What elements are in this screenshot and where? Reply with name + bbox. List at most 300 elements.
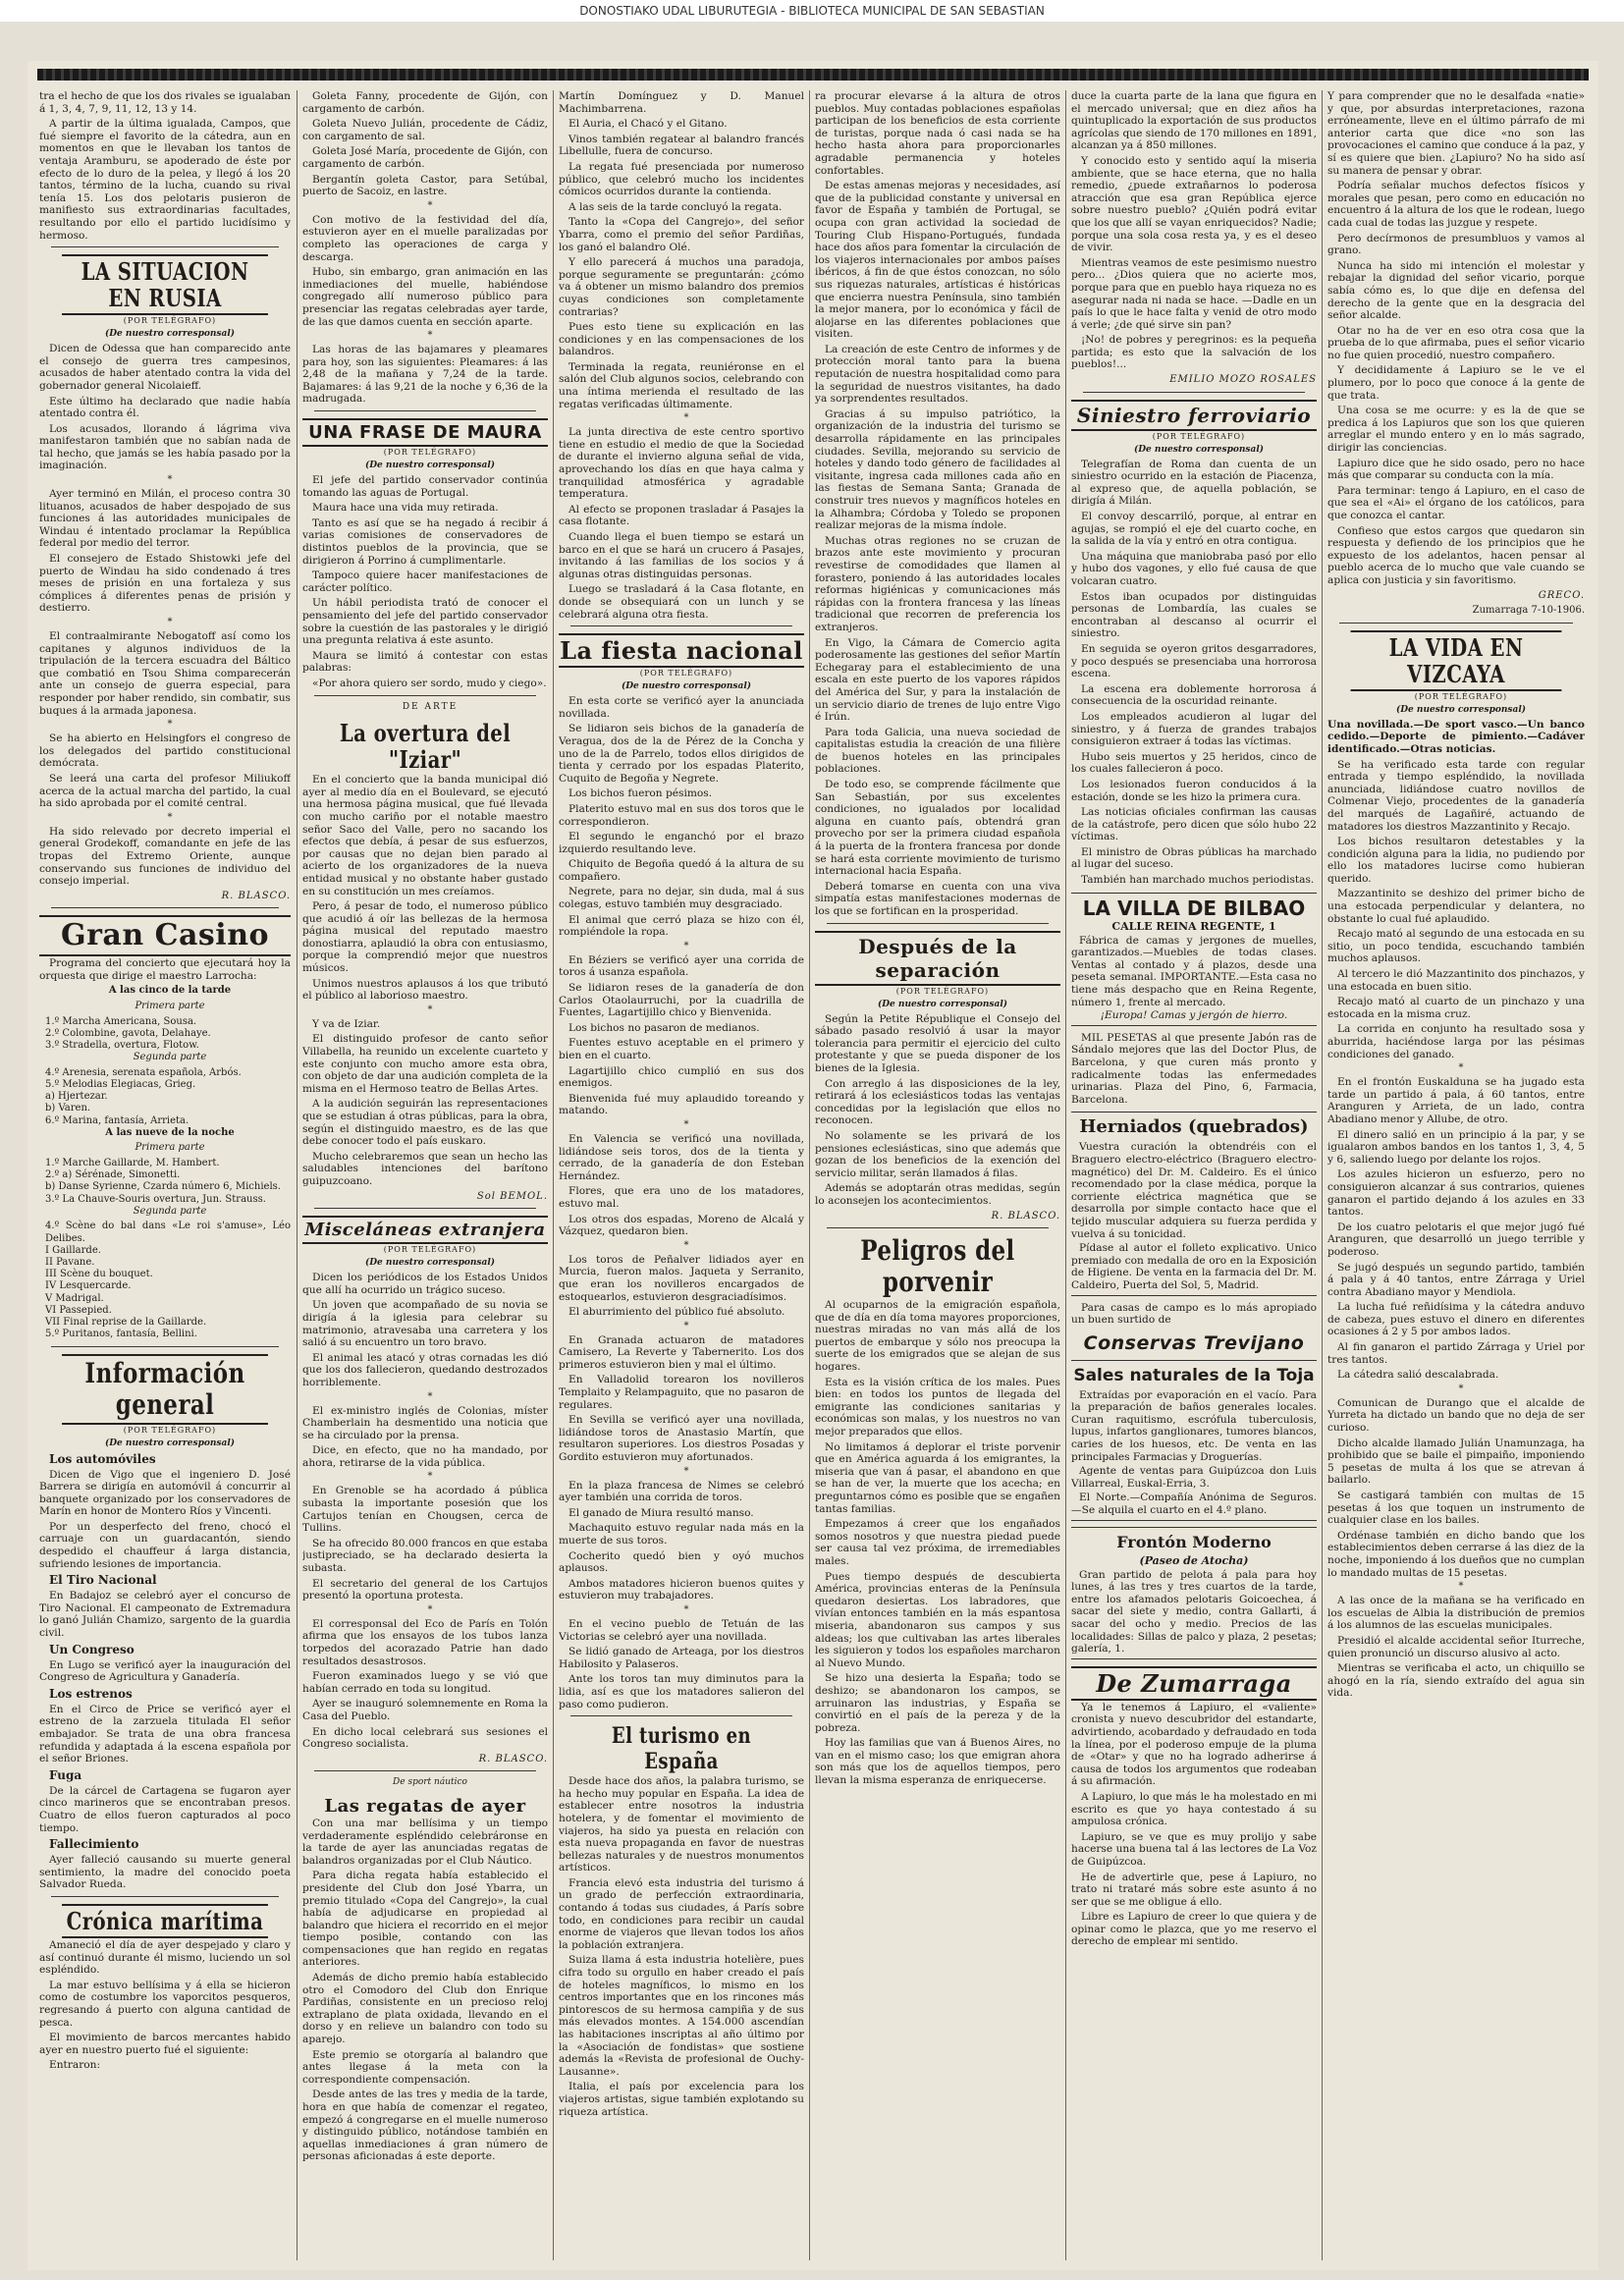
article-text: Para dicha regata había establecido el presidente del Club don José Ybarra, un premio titulado «Copa del Cangrejo», la cual había de adjudicarse en propiedad al balandro que hiciera el recorrido en el mejor tiempo posible, contando con las compensaciones que han regido en regatas anteriores. [302, 1870, 548, 1969]
correspondent-tag: (De nuestro corresponsal) [877, 999, 1007, 1009]
article-text: Se lidiaron reses de la ganadería de don Carlos Otaolaurruchi, por la cuadrilla de Fuentes, Lagartijillo chico y Bienvenida. [559, 982, 804, 1019]
article-text: Ordénase también en dicho bando que los establecimientos deben cerrarse á las diez de la noche, imponiendo á los dueños que no cumplan lo mandado multas de 15 pesetas. [1327, 1529, 1585, 1579]
article-text: tra el hecho de que los dos rivales se igualaban á 1, 3, 4, 7, 9, 11, 12, 13 y 14. [39, 90, 291, 115]
article-text: Luego se trasladará á la Casa flotante, en donde se obsequiará con un lunch y se celebrará alguna otra fiesta. [559, 583, 804, 621]
subheading: El Tiro Nacional [49, 1573, 157, 1588]
article-text: Al ocuparnos de la emigración española, que de día en día toma mayores proporciones, nuestras miradas no van más allá de los puertos de embarque y sólo nos preocupa la suerte de los emigrados que se alejan de sus hogares. [815, 1299, 1060, 1374]
asterisk-divider: * [683, 1118, 689, 1130]
program-item: IV Lesquercarde. [45, 1280, 132, 1292]
article-text: Además se adoptarán otras medidas, según lo aconsejen los acontecimientos. [815, 1182, 1060, 1207]
article-text: Los acusados, llorando á lágrima viva manifestaron también que no sabían nada de tal hecho, que jamás se les había pasado por la imaginación. [39, 422, 291, 472]
article-text: Lapiuro dice que he sido osado, pero no hace más que comparar su conducta con la mía. [1327, 457, 1585, 482]
program-item: b) Danse Syrienne, Czarda número 6, Michiels. [45, 1181, 281, 1193]
telegraph-tag: (POR TELÉGRAFO) [123, 316, 217, 326]
column-6 [1327, 90, 1585, 2260]
divider [570, 625, 792, 626]
article-text: Ayer terminó en Milán, el proceso contra 30 lituanos, acusados de haber despojado de sus funciones á las autoridades municipales de Windau é intentado proclamar la República federal por medio del terror. [39, 488, 291, 550]
article-text: Confieso que estos cargos que quedaron sin respuesta y defiendo de los principios que he expuesto de los adelantos, hacen pensar al pueblo acerca de lo mucho que vale cuando se aplica con justicia y sin favoritismo. [1327, 524, 1585, 586]
article-text: Pues esto tiene su explicación en las condiciones y en las compensaciones de los balandros. [559, 321, 804, 358]
article-text: Fueron examinados luego y se vió que habían cerrado en toda su longitud. [302, 1670, 548, 1695]
column-rule [297, 90, 298, 2260]
article-text: Al fin ganaron el partido Zárraga y Uriel por tres tantos. [1327, 1341, 1585, 1366]
correspondent-tag: (De nuestro corresponsal) [1395, 704, 1526, 715]
advert-text: Para casas de campo es lo más apropiado un buen surtido de [1071, 1301, 1317, 1327]
headline-vida-vizcaya: LA VIDA EN VIZCAYA [1351, 630, 1562, 691]
article-text: Ante los toros tan muy diminutos para la lidia, así es que los matadores salieron del paso como pudieron. [559, 1673, 804, 1710]
article-text: A Lapiuro, lo que más le ha molestado en mi escrito es que yo haya contestado á su ampulosa crónica. [1071, 1790, 1317, 1828]
article-text: Muchas otras regiones no se cruzan de brazos ante este movimiento y procuran revestirse de comodidades que llamen al forastero, poniendo á las autoridades locales reformas higiénicas y comunicaciones más rápidas con la frontera francesa y las líneas tradicional que recorren de preferencia los extranjeros. [815, 534, 1060, 633]
article-text: Cocherito quedó bien y oyó muchos aplausos. [559, 1549, 804, 1575]
article-text: Y conocido esto y sentido aquí la miseria ambiente, que se hace eterna, que no halla remedio, ¿puede extrañarnos lo poderosa atracción que esa gran República ejerce sobre nuestro pueblo? ¿Quién podrá evitar que los que allí se vayan enriquecidos? Nadie; porque una sola cosa resta ya, y es el deseo de vivir. [1071, 154, 1317, 254]
article-text: Al tercero le dió Mazzantinito dos pinchazos, y una estocada en buen sitio. [1327, 968, 1585, 993]
masthead-rule [37, 69, 1589, 81]
program-item: 4.º Scène do bal dans «Le roi s'amuse», Léo Delibes. [45, 1221, 291, 1244]
article-text: Machaquito estuvo regular nada más en la muerte de sus toros. [559, 1522, 804, 1547]
program-item: 2.º a) Sérénade, Simonetti. [45, 1169, 181, 1181]
headline-turismo: El turismo en España [611, 1723, 752, 1775]
advert-text: Fábrica de camas y jergones de muelles, garantizados.—Muebles de todas clases. Ventas al contado y á plazos, desde una peseta semanal. IMPORTANTE.—Esta casa no tiene más despacho que en Reina Regente, número 1, frente al mercado. [1071, 934, 1317, 1008]
source-bar: DONOSTIAKO UDAL LIBURUTEGIA - BIBLIOTECA MUNICIPAL DE SAN SEBASTIAN [0, 0, 1624, 22]
article-text: La regata fué presenciada por numeroso público, que celebró mucho los incidentes cómicos ocurridos durante la contienda. [559, 160, 804, 198]
asterisk-divider: * [1458, 1062, 1464, 1074]
program-item: III Scène du bouquet. [45, 1269, 153, 1280]
byline: R. BLASCO. [221, 890, 291, 901]
article-text: A partir de la última igualada, Campos, que fué siempre el favorito de la cátedra, aun en momentos en que le llevaban los tantos de ventaja Aramburu, se apoderado de éste por efecto de lo duro de la pelea, y llegó á los 20 tantos, término de la lucha, cuando su rival tenía 15. Los dos pelotaris pusieron de manifiesto sus extraordinarias facultades, resultando por ello el partido lucidísimo y hermoso. [39, 118, 291, 242]
advert-villa-bilbao [1071, 893, 1317, 1026]
asterisk-divider: * [427, 330, 433, 342]
advert-text: El Norte.—Compañía Anónima de Seguros.—Se alquila el cuarto en el 4.º plano. [1071, 1492, 1317, 1517]
program-list [39, 1221, 291, 1340]
asterisk-divider: * [683, 1465, 689, 1477]
article-text: Dicen los periódicos de los Estados Unidos que allí ha ocurrido un trágico suceso. [302, 1272, 548, 1296]
subheading: Los estrenos [49, 1686, 133, 1701]
article-text: Goleta Fanny, procedente de Gijón, con cargamento de carbón. [302, 90, 548, 115]
article-text: Los empleados acudieron al lugar del siniestro, y á fuerza de grandes trabajos consiguieron extraer á todas las víctimas. [1071, 710, 1317, 748]
headline-miscelaneas: Misceláneas extranjera [302, 1216, 548, 1244]
section-kicker: DE ARTE [402, 701, 459, 712]
article-text: Pues tiempo después de descubierta América, provincias enteras de la Península quedaron desiertas. Los labradores, que vivían entonces también en la más espantosa miseria, abandonaron sus campos y sus aldeas; los que cultivaban las artes liberales les siguieron y todos los españoles marcharon al Nuevo Mundo. [815, 1570, 1060, 1669]
telegraph-tag: (POR TELÉGRAFO) [1152, 431, 1246, 441]
article-text: Tampoco quiere hacer manifestaciones de carácter político. [302, 570, 548, 594]
article-text: Una máquina que maniobraba pasó por ello y hubo dos vagones, y ello fué causa de que volcaran cuatro. [1071, 550, 1317, 587]
asterisk-divider: * [167, 811, 173, 823]
advert-title: Herniados (quebrados) [1079, 1116, 1309, 1138]
correspondent-tag: (De nuestro corresponsal) [364, 1258, 495, 1269]
article-text: Podría señalar muchos defectos físicos y morales que pesan, pero como en educación no encuentro á la altura de los que le rodean, luego cada cual de todas las juzgue y respete. [1327, 180, 1585, 229]
telegraph-tag: (POR TELÉGRAFO) [639, 669, 733, 679]
program-item: VII Final reprise de la Gaillarde. [45, 1317, 207, 1329]
article-text: Las noticias oficiales confirman las causas de la catástrofe, pero dicen que sólo hubo 22 víctimas. [1071, 806, 1317, 843]
advert-conservas-trevijano: Conservas Trevijano [1083, 1331, 1305, 1354]
byline: EMILIO MOZO ROSALES [1169, 374, 1317, 386]
divider [314, 410, 536, 411]
divider [51, 1346, 279, 1347]
advert-text: Extraídas por evaporación en el vacío. Para la preparación de baños generales locales. Curan raquitismo, escrófula tuberculosis, lupus, infartos ganglionares, tumores blancos, caries de los huesos, etc. De venta en las principales Farmacias y Droguerías. [1071, 1388, 1317, 1463]
article-text: Ya le tenemos á Lapiuro, el «valiente» cronista y nuevo descubridor del estandarte, advirtiendo, acobardado y defraudado en toda la línea, por el poderoso empuje de la pluma de «Otar» y que no ha logrado adherirse á causa de todos los argumentos que rodeaban á su afirmación. [1071, 1701, 1317, 1788]
telegraph-tag: (POR TELÉGRAFO) [383, 448, 477, 458]
article-text: Ambos matadores hicieron buenos quites y estuvieron muy trabajadores. [559, 1577, 804, 1602]
byline: Sol BEMOL. [476, 1190, 548, 1202]
article-text: Dicho alcalde llamado Julián Unamunzaga, ha prohibido que se baile el pimpaiño, imponiendo 5 pesetas de multa á los que se atrevan á bailarlo. [1327, 1437, 1585, 1487]
article-text: En Granada actuaron de matadores Camisero, La Reverte y Tabernerito. Los dos primeros estuvieron bien y mal el último. [559, 1333, 804, 1371]
article-text: Y decididamente á Lapiuro se le ve el plumero, por lo poco que conoce á la gente de que trata. [1327, 364, 1585, 402]
article-text: Mientras se verificaba el acto, un chiquillo se ahogó en la ría, siendo extraído del agua sin vida. [1327, 1662, 1585, 1700]
headline-overtura-iziar: La overtura del "Iziar" [339, 719, 512, 775]
article-text: No limitamos á deplorar el triste porvenir que en América aguarda á los emigrantes, la miseria que van á pasar, el abandono en que se han de ver, la muerte que los acecha; en preguntarnos cómo es posible que se engañen tantas familias. [815, 1440, 1060, 1515]
article-text: La corrida en conjunto ha resultado sosa y aburrida, haciéndose larga por las pésimas condiciones del ganado. [1327, 1023, 1585, 1060]
advert-text: Agente de ventas para Guipúzcoa don Luis Villarreal, Euskal-Erria, 3. [1071, 1465, 1317, 1490]
asterisk-divider: * [167, 617, 173, 627]
article-text: Platerito estuvo mal en sus dos toros que le correspondieron. [559, 802, 804, 828]
divider [827, 923, 1049, 924]
article-text: Unimos nuestros aplausos á los que tributó el público al laborioso maestro. [302, 977, 548, 1003]
article-text: Mientras veamos de este pesimismo nuestro pero... ¿Dios quiera que no acierte mos, porque para que en pueblo haya riqueza no es asegurar nada ni nada se hace. —Dadle en un país lo que le hace falta y venid de otro modo á verle; ¿de qué sirve sin pan? [1071, 256, 1317, 331]
article-text: En el vecino pueblo de Tetuán de las Victorias se celebró ayer una novillada. [559, 1617, 804, 1643]
program-item: II Pavane. [45, 1257, 95, 1269]
advert-text: MIL PESETAS al que presente Jabón ras de Sándalo mejores que las del Doctor Plus, de Barcelona, y que curen más pronto y radicalmente todas las enfermedades urinarias. Plaza del Pino, 6, Farmacia, Barcelona. [1071, 1031, 1317, 1106]
article-text: Suiza llama á esta industria hotelière, pues cifra todo su orgullo en haber creado el país de hoteles magníficos, lo mismo en los centros importantes que en los rincones más pintorescos de su hermosa campiña y de sus más elevados montes. A 154.000 ascendían las habitaciones inscriptas al año último por la «Asociación de fondistas» que sostiene además la «Revista de profesional de Ouchy-Lausanne». [559, 1954, 804, 2078]
article-text: La junta directiva de este centro sportivo tiene en estudio el medio de que la Sociedad de durante el invierno alguna señal de vida, aprovechando los días en que haya calma y tranquilidad atmosférica y agradable temperatura. [559, 426, 804, 501]
article-text: ¡No! de pobres y peregrinos: es la pequeña partida; es esto que la salvación de los pueblos!... [1071, 334, 1317, 371]
divider [51, 907, 279, 908]
headline-peligros: Peligros del porvenir [860, 1234, 1015, 1299]
article-text: Mucho celebraremos que sean un hecho las saludables intenciones del barítono guipuzcoano. [302, 1150, 548, 1187]
article-text: En Sevilla se verificó ayer una novillada, lidiándose toros de Anastasio Martín, que resultaron superiores. Los diestros Posadas y Gordito estuvieron muy afortunados. [559, 1414, 804, 1464]
article-text: El consejero de Estado Shistowki jefe del puerto de Windau ha sido condenado á tres meses de prisión en una fortaleza y sus cómplices á diferentes penas de prisión y destierro. [39, 553, 291, 615]
correspondent-tag: (De nuestro corresponsal) [104, 1438, 235, 1448]
article-text: La lucha fué reñidísima y la cátedra anduvo de cabeza, pues estuvo el dinero en diferentes ocasiones á 2 y 5 por ambos lados. [1327, 1301, 1585, 1338]
article-text: Flores, que era uno de los matadores, estuvo mal. [559, 1185, 804, 1210]
article-text: Maura hace una vida muy retirada. [312, 502, 499, 515]
asterisk-divider: * [683, 940, 689, 951]
article-text: La escena era doblemente horrorosa á consecuencia de la oscuridad reinante. [1071, 682, 1317, 708]
asterisk-divider: * [683, 1320, 689, 1331]
article-text: He de advertirle que, pese á Lapiuro, no trato ni trataré más sobre este asunto á no ser que se me obligue á ello. [1071, 1871, 1317, 1908]
article-text: El ministro de Obras públicas ha marchado al lugar del suceso. [1071, 845, 1317, 871]
article-text: Lapiuro, se ve que es muy prolijo y sabe hacerse una buena tal á las lectores de La Voz de Guipúzcoa. [1071, 1830, 1317, 1868]
article-text: Telegrafían de Roma dan cuenta de un siniestro ocurrido en la estación de Piacenza, al expreso que, de aquella población, se dirigía á Milán. [1071, 458, 1317, 508]
asterisk-divider: * [1458, 1581, 1464, 1593]
column-3 [559, 90, 804, 2260]
article-text: Deberá tomarse en cuenta con una viva simpatía estas manifestaciones modernas de los que se fortifican en la prosperidad. [815, 880, 1060, 917]
article-text: Un hábil periodista trató de conocer el pensamiento del jefe del partido conservador sobre la cuestión de las pastorales y le dirigió una pregunta relativa á este asunto. [302, 597, 548, 647]
asterisk-divider: * [683, 1239, 689, 1251]
byline: GRECO. [1538, 589, 1585, 601]
article-text: Chiquito de Begoña quedó á la altura de su compañero. [559, 858, 804, 883]
article-text: La creación de este Centro de informes y de protección moral tanto para la buena reputación de nuestra hospitalidad como para la seguridad de nuestros visitantes, ha dado ya sorprendentes resultados. [815, 343, 1060, 406]
telegraph-tag: (POR TELÉGRAFO) [895, 986, 990, 996]
advert-text: Vuestra curación la obtendréis con el Braguero electro-eléctrico (Braguero electro-magnético) del Dr. M. Caldeiro. Es el único recomendado por la clase médica, porque la corriente eléctrica magnética que se desarrolla por simple contacto hace que el tejido muscular adquiera su fuerza perdida y vuelva á su tonicidad. [1071, 1141, 1317, 1240]
article-text: De todo eso, se comprende fácilmente que San Sebastián, por sus excelentes condiciones, no igualados por localidad alguna en cuanto país, obtendrá gran provecho por ser la primera ciudad española á la puerta de la frontera francesa por donde se hará esta corriente movimiento de turismo internacional hacia España. [815, 779, 1060, 878]
divider [314, 1208, 536, 1209]
article-text: Hubo seis muertos y 25 heridos, cinco de los cuales fallecieron á poco. [1071, 750, 1317, 776]
article-text: En el concierto que la banda municipal dió ayer al medio día en el Boulevard, se ejecutó una hermosa página musical, que fué llevada con mucho cariño por el notable maestro señor Saco del Valle, pero no sacando los efectos que debía, á pesar de sus esfuerzos, por causas que no dejan bien parado al acierto de los organizadores de la nueva entidad musical y no obstante haber gustado en su constitución un mes creíamos. [302, 774, 548, 897]
article-text: Esta es la visión crítica de los males. Pues bien: en todos los puntos de llegada del emigrante las condiciones sanitarias y económicas son malas, y los nuestros no van mejor preparados que ellos. [815, 1376, 1060, 1439]
article-text: Estos iban ocupados por distinguidas personas de Lombardía, las cuales se encontraban al descanso al ocurrir el siniestro. [1071, 590, 1317, 640]
program-item: 6.º Marina, fantasía, Arrieta. [45, 1114, 189, 1126]
article-summary: Una novillada.—De sport vasco.—Un banco cedido.—Deporte de pimiento.—Cadáver identificado.—Otras noticias. [1327, 718, 1585, 755]
article-text: Gracias á su impulso patriótico, la organización de la industria del turismo se desarrolla rápidamente en las principales ciudades. Sevilla, mejorando su servicio de hoteles y dando todo género de facilidades al visitante, ingresa cada millones cada año en las fiestas de Semana Santa; Granada de construir tres nuevos y magníficos hoteles en la Alhambra; Córdoba y Toledo se proponen realizar mejoras de la misma índole. [815, 407, 1060, 532]
article-text: En el frontón Euskalduna se ha jugado esta tarde un partido á pala, á 60 tantos, entre Aranguren y Arrieta, de un lado, contra Abadiano menor y Allube, de otro. [1327, 1076, 1585, 1125]
asterisk-divider: * [427, 1603, 433, 1615]
advert-text: Pídase al autor el folleto explicativo. Unico premiado con medalla de oro en la Exposición de Higiene. De venta en la farmacia del Dr. M. Caldeiro, Puerta del Sol, 5, Madrid. [1071, 1242, 1317, 1291]
article-text: Pero decírmonos de presumbluos y vamos al grano. [1327, 232, 1585, 257]
program-list [39, 1016, 291, 1053]
asterisk-divider: * [427, 1390, 433, 1402]
headline-fiesta-nacional: La fiesta nacional [559, 633, 804, 668]
column-rule [553, 90, 554, 2260]
article-text: En dicho local celebrará sus sesiones el Congreso socialista. [302, 1725, 548, 1751]
article-text: Negrete, para no dejar, sin duda, mal á sus colegas, estuvo también muy desgraciado. [559, 886, 804, 911]
article-text: Hubo, sin embargo, gran animación en las inmediaciones del muelle, habiéndose congregado allí numeroso público para presenciar las regatas celebradas ayer tarde, de las que damos cuenta en sección aparte. [302, 266, 548, 328]
article-text: Dicen de Vigo que el ingeniero D. José Barrera se dirigía en automóvil á concurrir al banquete organizado por los conservadores de Marín en honor de Montero Ríos y Vincenti. [39, 1468, 291, 1518]
article-text: Comunican de Durango que el alcalde de Yurreta ha dictado un bando que no deja de ser curioso. [1327, 1396, 1585, 1435]
program-item: 5.º Melodias Elegiacas, Grieg. [45, 1079, 196, 1091]
advert-title: Frontón Moderno [1116, 1532, 1272, 1551]
article-text: No solamente se les privará de los pensiones eclesiásticas, sino que además que gozan de los beneficios de la exención del servicio militar, serán llamados á filas. [815, 1129, 1060, 1179]
article-text: Los toros de Peñalver lidiados ayer en Murcia, fueron malos. Jaqueta y Serranito, que eran los novilleros encargados de estoquearlos, estuvieron desgraciadísimos. [559, 1253, 804, 1303]
article-text: Bergantín goleta Castor, para Setúbal, puerto de Sacoiz, en lastre. [302, 173, 548, 198]
asterisk-divider: * [427, 1471, 433, 1483]
advert-herniados [1071, 1112, 1317, 1295]
headline-separacion: Después de la separación [815, 931, 1060, 986]
article-text: Los lesionados fueron conducidos á la estación, donde se les hizo la primera cura. [1071, 778, 1317, 803]
program-item: 3.º Stradella, overtura, Flotow. [45, 1040, 199, 1052]
article-text: Al efecto se proponen trasladar á Pasajes la casa flotante. [559, 503, 804, 528]
program-item: VI Passepied. [45, 1304, 112, 1316]
headline-frase-maura: UNA FRASE DE MAURA [302, 418, 548, 447]
article-text: Se leerá una carta del profesor Miliukoff acerca de la actual marcha del partido, la cual ha sido aprobada por el comité central. [39, 772, 291, 810]
dateline: Zumarraga 7-10-1906. [1472, 605, 1585, 617]
telegraph-tag: (POR TELÉGRAFO) [383, 1245, 477, 1255]
article-text: Para terminar: tengo á Lapiuro, en el caso de que sea el «Ai» el órgano de los católicos, para que conozca el cantar. [1327, 484, 1585, 521]
article-text: Se castigará también con multas de 15 pesetas á los que toquen un instrumento de cualquier clase en los bailes. [1327, 1490, 1585, 1527]
advert-sales-toja [1071, 1360, 1317, 1521]
article-text: Mazzantinito se deshizo del primer bicho de una estocada perpendicular y delantera, no obstante lo cual fué aplaudido. [1327, 888, 1585, 925]
article-text: El convoy descarriló, porque, al entrar en agujas, se rompió el eje del cuarto coche, en la salida de la vía y entró en otra contigua. [1071, 511, 1317, 548]
article-text: Por un desperfecto del freno, chocó el carruaje con un guardacantón, siendo despedido el chauffeur á larga distancia, sufriendo lesiones de importancia. [39, 1520, 291, 1570]
subheading: Fallecimiento [49, 1837, 139, 1852]
column-rule [1065, 90, 1066, 2260]
divider [570, 1715, 792, 1716]
asterisk-divider: * [167, 719, 173, 731]
divider [314, 695, 536, 696]
article-text: Además de dicho premio había establecido otro el Comodoro del Club don Enrique Pardiñas, consistente en un precioso reloj extraplano de plata oxidada, llevando en el dorso y en relieve un balandro con todo su aparejo. [302, 1972, 548, 2046]
article-text: El secretario del general de los Cartujos presentó la oportuna protesta. [302, 1577, 548, 1602]
article-text: Ayer se inauguró solemnemente en Roma la Casa del Pueblo. [302, 1698, 548, 1722]
article-text: Los otros dos espadas, Moreno de Alcalá y Vázquez, quedaron bien. [559, 1213, 804, 1238]
divider [51, 246, 279, 247]
article-text: duce la cuarta parte de la lana que figura en el mercado universal; que en diez años ha quintuplicado la exportación de sus productos agrícolas que siendo de 170 millones en 1891, alcanzan ya á 850 millones. [1071, 90, 1317, 152]
article-text: Y para comprender que no le desalfada «natie» y que, por absurdas interpretaciones, razona erróneamente, lleve en el último párrafo de mi anterior carta que dice «no son las provocaciones el camino que conduce á la paz, y sí es quiere que bien. ¿Lapiuro? No ha sido así su manera de pensar y obrar. [1327, 90, 1585, 177]
program-item: a) Hjertezar. [45, 1091, 108, 1103]
column-2 [302, 90, 548, 2260]
program-part: Segunda parte [133, 1052, 207, 1063]
column-1 [39, 90, 291, 2260]
article-text: Pero, á pesar de todo, el numeroso público que acudió á oír las bellezas de la hermosa página musical del reputado maestro donostiarra, aplaudió la obra con entusiasmo, porque la comprendió mejor que nuestros músicos. [302, 900, 548, 975]
article-text: De los cuatro pelotaris el que mejor jugó fué Aranguren, que desarrolló un juego terrible y poderoso. [1327, 1221, 1585, 1258]
article-text: En la plaza francesa de Nimes se celebró ayer también una corrida de toros. [559, 1479, 804, 1504]
article-text: En Vigo, la Cámara de Comercio agita poderosamente las gestiones del señor Martín Echegaray para el establecimiento de una escala en este puerto de los vapores rápidos del América del Sur, y para la instalación de un servicio diario de trenes de lujo entre Vigo é Irún. [815, 636, 1060, 724]
article-text: La cátedra salió descalabrada. [1337, 1369, 1499, 1382]
program-item: 3.º La Chauve-Souris overtura, Jun. Strauss. [45, 1193, 266, 1205]
article-text: Ha sido relevado por decreto imperial el general Grodekoff, comandante en jefe de las tropas del Extremo Oriente, aunque conservando sus funciones de individuo del consejo imperial. [39, 825, 291, 888]
program-item: 2.º Colombine, gavota, Delahaye. [45, 1027, 211, 1039]
article-text: Se ha abierto en Helsingfors el congreso de los delegados del partido constitucional demócrata. [39, 733, 291, 770]
article-text: Francia elevó esta industria del turismo á un grado de perfección extraordinaria, contando á todas sus ciudades, á París sobre todo, en condiciones para recibir un caudal enorme de viajeros que llevan todos los años la población extranjera. [559, 1876, 804, 1951]
program-item: b) Varen. [45, 1103, 91, 1114]
asterisk-divider: * [427, 1004, 433, 1015]
article-text: Según la Petite République el Consejo del sábado pasado resolvió á usar la mayor tolerancia para permitir el ejercicio del culto protestante y que se pueda disponer de los bienes de la Iglesia. [815, 1012, 1060, 1074]
article-text: El ganado de Miura resultó manso. [568, 1506, 754, 1519]
article-text: Cuando llega el buen tiempo se estará un barco en el que se hará un crucero á Pasajes, invitando á las familias de los socios y á algunas otras distinguidas personas. [559, 531, 804, 580]
program-session: A las cinco de la tarde [108, 985, 232, 997]
article-text: Amaneció el día de ayer despejado y claro y así continuó durante él mismo, luciendo un sol espléndido. [39, 1938, 291, 1977]
program-part: Segunda parte [133, 1205, 207, 1217]
program-part: Primera parte [135, 1001, 205, 1012]
article-text: Los bichos no pasaron de medianos. [568, 1021, 760, 1034]
program-item: 1.º Marcha Americana, Sousa. [45, 1015, 197, 1027]
article-text: Presidió el alcalde accidental señor Iturreche, quien pronunció un discurso alusivo al acto. [1327, 1634, 1585, 1659]
column-rule [1322, 90, 1323, 2260]
article-text: Los bichos resultaron detestables y la condición alguna para la lidia, no pudiendo por ello los matadores lucirse como hubieran querido. [1327, 836, 1585, 885]
article-text: Goleta José María, procedente de Gijón, con cargamento de carbón. [302, 145, 548, 170]
article-text: El distinguido profesor de canto señor Villabella, ha reunido un excelente cuarteto y este conjunto con mucho amore esta obra, con objeto de dar una audición completa de la misma en el Hermoso teatro de Bellas Artes. [302, 1033, 548, 1095]
program-list [39, 1158, 291, 1206]
divider [827, 1227, 1049, 1228]
program-list [39, 1067, 291, 1127]
article-text: La mar estuvo bellísima y á ella se hicieron como de costumbre los vaporcitos pesqueros, regresando á puerto con alguna cantidad de pesca. [39, 1979, 291, 2029]
section-kicker: De sport náutico [393, 1777, 467, 1788]
advert-text: ¡Europa! Camas y jergón de hierro. [1100, 1009, 1288, 1022]
telegraph-tag: (POR TELÉGRAFO) [1414, 691, 1508, 701]
article-text: En Grenoble se ha acordado á pública subasta la importante posesión que los Cartujos tenían en Chougsen, cerca de Tullins. [302, 1485, 548, 1535]
article-text: Tanto la «Copa del Cangrejo», del señor Ybarra, como el premio del señor Pardiñas, los ganó el balandro Olé. [559, 216, 804, 253]
asterisk-divider: * [683, 1603, 689, 1615]
subheading: Fuga [49, 1767, 82, 1782]
article-text: De estas amenas mejoras y necesidades, así que de la publicidad constante y universal en favor de España y también de Portugal, se ocupa con gran actividad la sociedad de Touring Club Hispano-Portugués, fundada hace dos años para fomentar la circulación de los viajeros internacionales por ambos países ibéricos, á fin de que éstos conozcan, no sólo sus riquezas naturales, artísticas é históricas que encierra nuestra Península, sino también la mejor manera, por lo económica y fácil de alojarse en las diferentes poblaciones que visiten. [815, 180, 1060, 341]
advert-subtitle: (Paseo de Atocha) [1139, 1553, 1249, 1567]
article-text: Bienvenida fué muy aplaudido toreando y matando. [559, 1092, 804, 1117]
article-text: El ex-ministro inglés de Colonias, míster Chamberlain ha desmentido una noticia que se ha circulado por la prensa. [302, 1404, 548, 1441]
article-text: Se hizo una desierta la España; todo se deshizo; se abandonaron los campos, se arruinaron las industrias, y España se convirtió en el país de la pereza y de la pobreza. [815, 1672, 1060, 1734]
article-text: Con motivo de la festividad del día, estuvieron ayer en el muelle paralizadas por completo las operaciones de carga y descarga. [302, 213, 548, 263]
article-text: Para toda Galicia, una nueva sociedad de capitalistas estudia la creación de una filière de buenos hoteles en las principales poblaciones. [815, 726, 1060, 776]
headline-regatas: Las regatas de ayer [324, 1795, 526, 1817]
article-text: En Béziers se verificó ayer una corrida de toros á usanza española. [559, 953, 804, 979]
program-session: A las nueve de la noche [105, 1126, 235, 1138]
article-text: Libre es Lapiuro de creer lo que quiera y de opinar como le plazca, que yo me reservo el derecho de emplear mi sentido. [1071, 1911, 1317, 1948]
article-text: De la cárcel de Cartagena se fugaron ayer cinco marineros que se encontraban presos. Cuatro de ellos fueron capturados al poco tiempo. [39, 1784, 291, 1834]
program-item: 1.º Marche Gaillarde, M. Hambert. [45, 1158, 220, 1169]
article-text: El movimiento de barcos mercantes habido ayer en nuestro puerto fué el siguiente: [39, 2032, 291, 2056]
article-text: Nunca ha sido mi intención el molestar y rebajar la dignidad del señor vicario, porque sabía cómo es, lo que dije en defensa del derecho de la gente que en la desgracia del señor alcalde. [1327, 259, 1585, 322]
article-text: Hoy las familias que van á Buenos Aires, no van en el mismo caso; los que emigran ahora son más que los de aquellos tiempos, pero llevan la misma esperanza de enriquecerse. [815, 1737, 1060, 1787]
article-text: En Badajoz se celebró ayer el concurso de Tiro Nacional. El campeonato de Extremadura lo ganó Julián Chamizo, sargento de la guardia civil. [39, 1590, 291, 1640]
article-text: Los bichos fueron pésimos. [568, 787, 713, 800]
program-item: V Madrigal. [45, 1292, 104, 1304]
divider [1339, 623, 1573, 624]
article-text: Otar no ha de ver en eso otra cosa que la prueba de lo que afirmaba, pues el señor vicario no fue quien procedió, nuestro compañero. [1327, 324, 1585, 361]
article-text: Con arreglo á las disposiciones de la ley, retirará á los eclesiásticos todas las ventajas concedidas por la legislación que ellos no reconocen. [815, 1077, 1060, 1127]
asterisk-divider: * [427, 199, 433, 211]
article-text: En el Circo de Price se verificó ayer el estreno de la zarzuela titulada El señor embajador. Se trata de una obra francesa refundida y adaptada á la escena española por el señor Briones. [39, 1703, 291, 1765]
byline: R. BLASCO. [478, 1753, 548, 1764]
article-text: Este premio se otorgaría al balandro que antes llegase á la meta con la correspondiente compensación. [302, 2048, 548, 2086]
article-text: Lagartijillo chico cumplió en sus dos enemigos. [559, 1064, 804, 1090]
divider [51, 1896, 279, 1897]
article-text: El animal que cerró plaza se hizo con él, rompiéndole la ropa. [559, 913, 804, 939]
headline-cronica-maritima: Crónica marítima [62, 1904, 268, 1938]
article-text: Dice, en efecto, que no ha mandado, por ahora, retirarse de la vida pública. [302, 1444, 548, 1469]
column-rule [809, 90, 810, 2260]
article-text: Este último ha declarado que nadie había atentado contra él. [39, 395, 291, 420]
article-text: Se lidiaron seis bichos de la ganadería de Veragua, dos de la de Pérez de la Concha y uno de la de Parrelo, todos ellos dirigidos de tienta y cerrado por los espadas Platerito, Cuquito de Begoña y Negrete. [559, 723, 804, 785]
article-text: En seguida se oyeron gritos desgarradores, y poco después se presenciaba una horrorosa escena. [1071, 642, 1317, 680]
article-text: A la audición seguirán las representaciones que se estudian á otras públicas, para la obra, según el distinguido maestro, es de las que debe conocer todo el país euskaro. [302, 1098, 548, 1148]
article-text: En esta corte se verificó ayer la anunciada novillada. [559, 695, 804, 720]
advert-fronton-moderno [1071, 1527, 1317, 1659]
correspondent-tag: (De nuestro corresponsal) [621, 681, 751, 692]
article-text: Los azules hicieron un esfuerzo, pero no consiguieron alcanzar á sus contrarios, quienes ganaron el partido dejando á los azules en 33 tantos. [1327, 1168, 1585, 1219]
article-text: Recajo mató al cuarto de un pinchazo y una estocada en la misma cruz. [1327, 996, 1585, 1020]
asterisk-divider: * [683, 412, 689, 424]
article-text: A las once de la mañana se ha verificado en los escuelas de Albia la distribución de premios á los alumnos de las escuelas municipales. [1327, 1595, 1585, 1632]
column-4 [815, 90, 1060, 2260]
article-text: El segundo le enganchó por el brazo izquierdo resultando leve. [559, 831, 804, 855]
article-text: Terminada la regata, reuniéronse en el salón del Club algunos socios, celebrando con una íntima merienda el resultado de las regatas verificadas últimamente. [559, 360, 804, 410]
advert-title: Sales naturales de la Toja [1073, 1365, 1315, 1385]
asterisk-divider: * [167, 474, 173, 486]
article-text: Las horas de las bajamares y pleamares para hoy, son las siguientes: Pleamares: á las 2,48 de la mañana y 7,24 de la tarde. Bajamares: á las 9,21 de la noche y 6,36 de la madrugada. [302, 344, 548, 406]
article-text: Maura se limitó á contestar con estas palabras: [302, 649, 548, 675]
article-text: Entraron: [49, 2059, 101, 2072]
article-text: Recajo mató al segundo de una estocada en su sitio, un poco tendida, escuchando también muchos aplausos. [1327, 928, 1585, 965]
article-text: Con una mar bellísima y un tiempo verdaderamente espléndido celebráronse en la tarde de ayer las anunciadas regatas de balandros organizadas por el Club Náutico. [302, 1817, 548, 1867]
headline-situacion-rusia: LA SITUACION EN RUSIA [62, 254, 268, 315]
article-text: Una cosa se me ocurre: y es la de que se predica á los Lapiuros que son los que quieren arreglar el mundo entero y en lo más sagrado, dirigir las conciencias. [1327, 405, 1585, 455]
article-text: Programa del concierto que ejecutará hoy la orquesta que dirige el maestro Larrocha: [39, 957, 291, 982]
article-text: Desde hace dos años, la palabra turismo, se ha hecho muy popular en España. La idea de establecer entre nosotros la industria hotelera, y de fomentar el movimiento de viajeros, ha sido ya puesta en relación con esta nueva propaganda en favor de nuestras bellezas naturales y de nuestros monumentos artísticos. [559, 1775, 804, 1874]
article-text: Martín Domínguez y D. Manuel Machimbarrena. [559, 90, 804, 115]
article-text: En Lugo se verificó ayer la inauguración del Congreso de Agricultura y Ganadería. [39, 1658, 291, 1684]
article-text: También han marchado muchos periodistas. [1081, 874, 1315, 887]
article-text: Empezamos á creer que los engañados somos nosotros y que nuestra piedad puede ser causa tal vez próxima, de irremediables males. [815, 1518, 1060, 1567]
article-text: El corresponsal del Eco de París en Tolón afirma que los ensayos de los tubos lanza torpedos del acorazado Patrie han dado resultados desastrosos. [302, 1617, 548, 1667]
subheading: Los automóviles [49, 1451, 156, 1466]
headline-siniestro: Siniestro ferroviario [1071, 400, 1317, 431]
divider [1083, 392, 1305, 393]
article-text: En Valencia se verificó una novillada, lidiándose seis toros, dos de la tienta y cerrado, de la ganadería de don Esteban Hernández. [559, 1132, 804, 1182]
program-item: I Gaillarde. [45, 1244, 101, 1256]
article-text: ra procurar elevarse á la altura de otros pueblos. Muy contadas poblaciones españolas participan de los beneficios de esta corriente de turistas, porque nada ó casi nada se ha hecho hasta ahora para proporcionarles agradable permanencia y hoteles confortables. [815, 90, 1060, 177]
correspondent-tag: (De nuestro corresponsal) [1133, 444, 1264, 455]
article-text: Y va de Iziar. [312, 1017, 381, 1030]
article-text: Fuentes estuvo aceptable en el primero y bien en el cuarto. [559, 1037, 804, 1061]
program-item: 5.º Puritanos, fantasía, Bellini. [45, 1329, 197, 1340]
headline-informacion-general: Información general [62, 1354, 268, 1425]
subheading: Un Congreso [49, 1642, 135, 1656]
advert-text: Gran partido de pelota á pala para hoy lunes, á las tres y tres cuartos de la tarde, entre los afamados pelotaris Goicoechea, á sacar del siete y medio, contra Gallarti, á sacar del ocho y medio. Precios de las localidades: Sillas de palco y plaza, 2 pesetas; galería, 1. [1071, 1568, 1317, 1656]
correspondent-tag: (De nuestro corresponsal) [364, 461, 495, 471]
headline-zumarraga: De Zumarraga [1071, 1666, 1317, 1701]
article-text: Dicen de Odessa que han comparecido ante el consejo de guerra tres campesinos, acusados de haber atentado contra la vida del gobernador general Nicolaieff. [39, 343, 291, 392]
article-text: Ayer falleció causando su muerte general sentimiento, la madre del conocido poeta Salvador Rueda. [39, 1854, 291, 1891]
article-text: Se ha verificado esta tarde con regular entrada y tiempo espléndido, la novillada anunciada, lidiándose cuatro novillos de Colmenar Viejo, procedentes de la ganadería del marqués de Lagañiré, actuando de matadores los diestros Mazzantinito y Recajo. [1327, 758, 1585, 833]
article-text: El animal les atacó y otras cornadas les dió que los dos fallecieron, quedando destrozados horriblemente. [302, 1351, 548, 1388]
article-text: Goleta Nuevo Julián, procedente de Cádiz, con cargamento de sal. [302, 118, 548, 142]
article-text: Tanto es así que se ha negado á recibir á varias comisiones de conservadores de distintos pueblos de la provincia, que se dirigieron á Porrino á cumplimentarle. [302, 516, 548, 567]
